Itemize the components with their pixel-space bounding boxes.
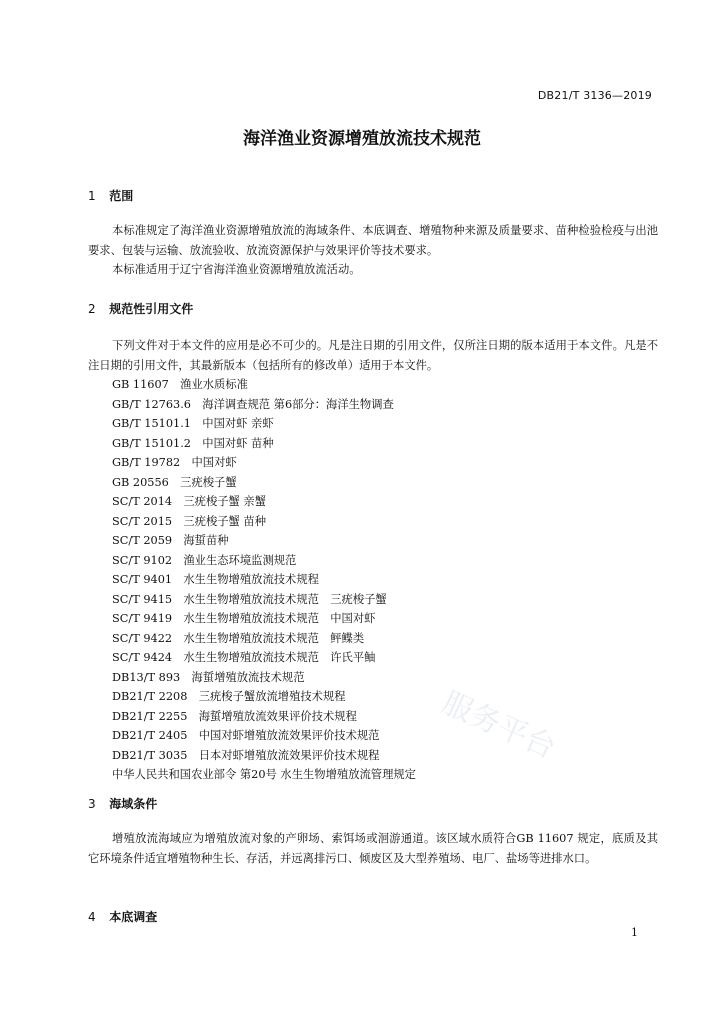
section-3-paragraph-1 <box>88 829 658 868</box>
reference-item: SC/T 2059 海蜇苗种 <box>112 534 229 547</box>
page-number: 1 <box>631 926 638 939</box>
section-title: 本底调查 <box>109 910 158 924</box>
section-number: 2 <box>88 302 96 316</box>
reference-item: SC/T 9415 水生生物增殖放流技术规范 三疣梭子蟹 <box>112 592 387 606</box>
reference-item: SC/T 9424 水生生物增殖放流技术规范 许氏平鲉 <box>112 651 376 664</box>
reference-item: DB21/T 2405 中国对虾增殖放流效果评价技术规范 <box>112 729 380 742</box>
section-title: 规范性引用文件 <box>109 302 194 316</box>
document-title: 海洋渔业资源增殖放流技术规范 <box>243 129 481 149</box>
reference-item: GB/T 15101.1 中国对虾 亲虾 <box>112 417 274 430</box>
reference-item: SC/T 2015 三疣梭子蟹 苗种 <box>112 514 267 528</box>
section-number: 4 <box>88 910 96 924</box>
section-number: 1 <box>88 189 96 203</box>
paragraph-text: 本标准规定了海洋渔业资源增殖放流的海域条件、本底调查、增殖物种来源及质量要求、苗种检验检疫与出池要求、包装与运输、放流验收、放流资源保护与效果评价等技术要求。 <box>88 224 658 257</box>
reference-item: DB21/T 2208 三疣梭子蟹放流增殖技术规程 <box>112 690 346 703</box>
reference-item: SC/T 2014 三疣梭子蟹 亲蟹 <box>112 495 267 508</box>
section-title: 范围 <box>109 189 134 203</box>
reference-item: SC/T 9102 渔业生态环境监测规范 <box>112 553 297 567</box>
section-1-paragraph-2 <box>88 260 658 280</box>
section-4-heading <box>88 908 157 925</box>
section-number: 3 <box>88 797 96 811</box>
reference-item: GB 20556 三疣梭子蟹 <box>112 475 237 489</box>
reference-item: SC/T 9422 水生生物增殖放流技术规范 鲆鲽类 <box>112 631 365 645</box>
section-2-heading <box>88 300 193 317</box>
normative-references-list <box>112 375 416 785</box>
watermark-text: 服务平台 <box>436 685 561 767</box>
reference-item: SC/T 9401 水生生物增殖放流技术规程 <box>112 573 319 586</box>
paragraph-text: 增殖放流海域应为增殖放流对象的产卵场、索饵场或洄游通道。该区域水质符合GB 11607 规定，底质及其它环境条件适宜增殖物种生长、存活，并远离排污口、倾废区及大型养殖场、电厂、盐场等进排水口。 <box>88 832 658 865</box>
section-3-heading <box>88 795 157 812</box>
reference-item: DB21/T 2255 海蜇增殖放流效果评价技术规程 <box>112 709 357 723</box>
document-code: DB21/T 3136—2019 <box>537 89 652 102</box>
reference-item: DB13/T 893 海蜇增殖放流技术规范 <box>112 670 305 684</box>
section-1-heading <box>88 187 133 204</box>
section-2-paragraph-1 <box>88 336 658 375</box>
reference-item: GB/T 12763.6 海洋调查规范 第6部分：海洋生物调查 <box>112 397 394 411</box>
paragraph-text: 本标准适用于辽宁省海洋渔业资源增殖放流活动。 <box>112 263 361 276</box>
reference-item: GB/T 15101.2 中国对虾 苗种 <box>112 436 274 450</box>
reference-item: GB 11607 渔业水质标准 <box>112 378 248 391</box>
reference-item: 中华人民共和国农业部令 第20号 水生生物增殖放流管理规定 <box>112 768 416 781</box>
reference-item: GB/T 19782 中国对虾 <box>112 456 237 469</box>
paragraph-text: 下列文件对于本文件的应用是必不可少的。凡是注日期的引用文件，仅所注日期的版本适用于本文件。凡是不注日期的引用文件，其最新版本（包括所有的修改单）适用于本文件。 <box>88 339 658 372</box>
section-title: 海域条件 <box>109 797 158 811</box>
reference-item: SC/T 9419 水生生物增殖放流技术规范 中国对虾 <box>112 612 376 625</box>
reference-item: DB21/T 3035 日本对虾增殖放流效果评价技术规程 <box>112 748 380 762</box>
section-1-paragraph-1 <box>88 221 658 260</box>
